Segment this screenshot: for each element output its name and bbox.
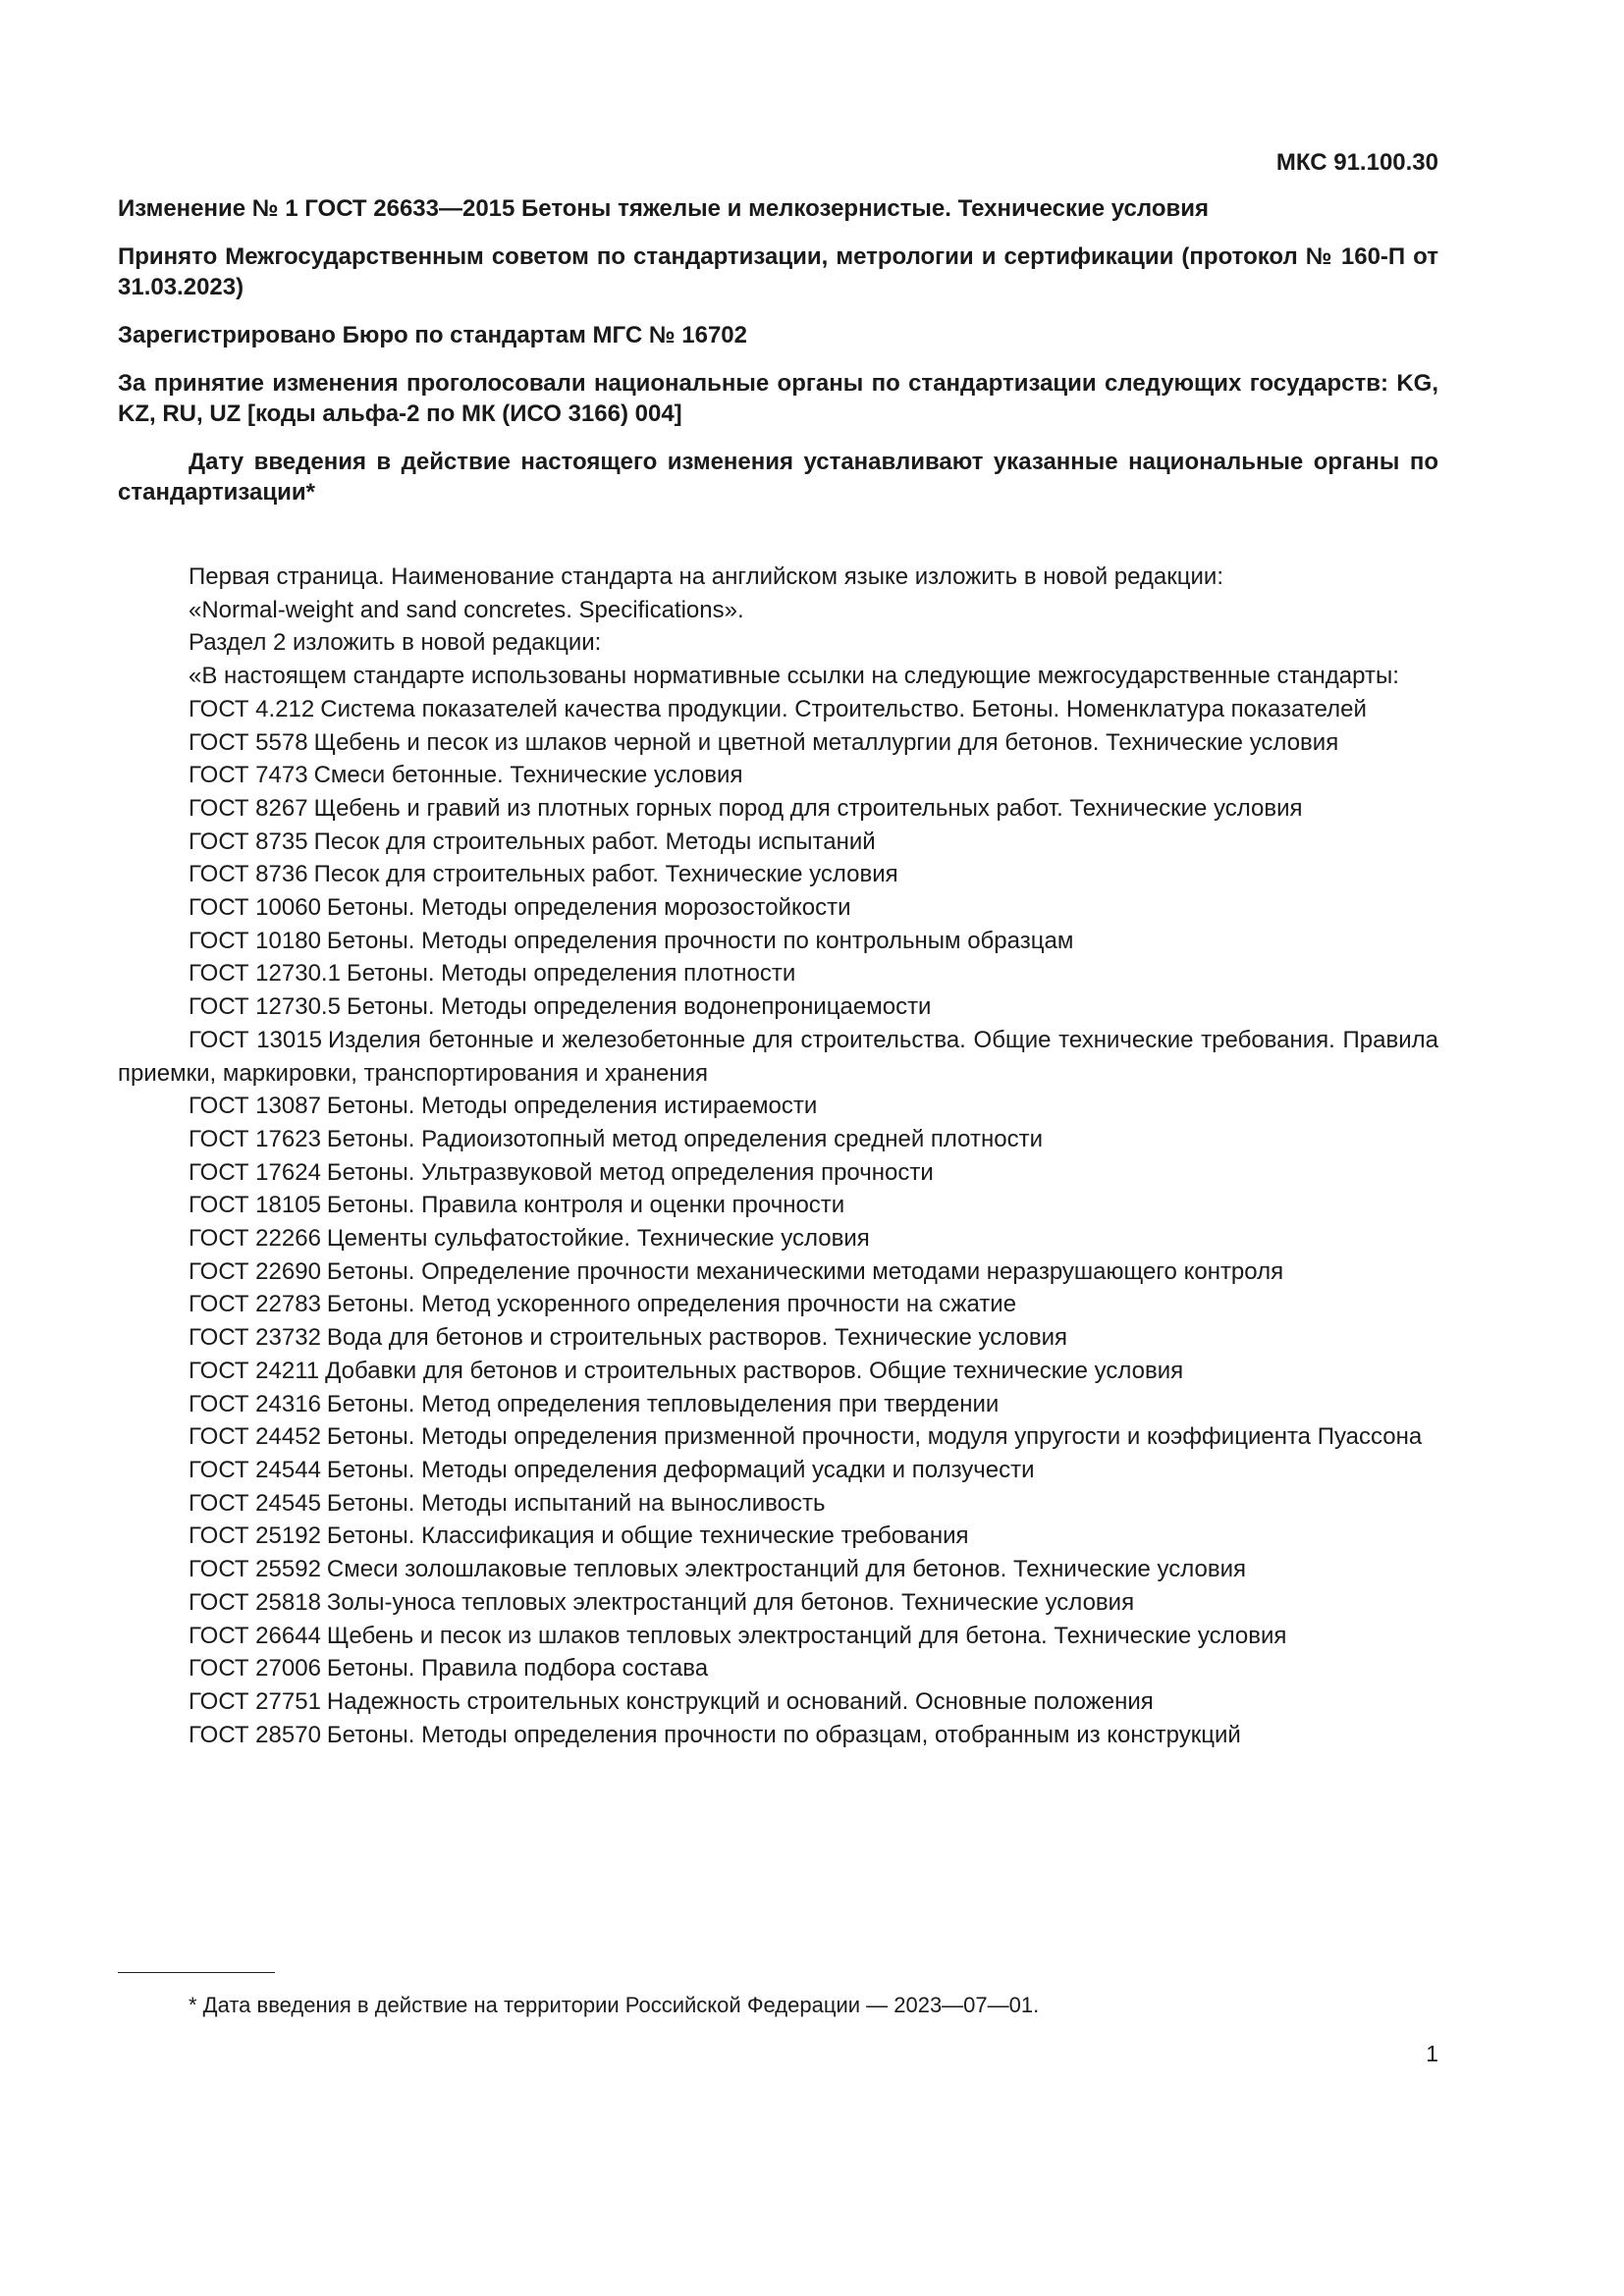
reference-title: Вода для бетонов и строительных растворов. Технические условия — [326, 1324, 1068, 1352]
reference-code: ГОСТ 8267 — [189, 794, 308, 822]
reference-code: ГОСТ 27751 — [189, 1687, 321, 1715]
reference-title: Бетоны. Определение прочности механическими методами неразрушающего контроля — [326, 1257, 1284, 1285]
reference-title: Щебень и гравий из плотных горных пород для строительных работ. Технические условия — [313, 794, 1303, 822]
reference-title: Добавки для бетонов и строительных растворов. Общие технические условия — [325, 1357, 1184, 1384]
reference-item — [118, 1156, 1438, 1190]
reference-title: Щебень и песок из шлаков тепловых электростанций для бетона. Технические условия — [326, 1622, 1287, 1649]
reference-item — [118, 1222, 1438, 1255]
reference-code: ГОСТ 22690 — [189, 1257, 321, 1285]
reference-item — [118, 1123, 1438, 1156]
reference-title: Бетоны. Метод ускоренного определения прочности на сжатие — [326, 1291, 1017, 1318]
reference-title: Бетоны. Ультразвуковой метод определения прочности — [326, 1158, 934, 1186]
reference-code: ГОСТ 24452 — [189, 1423, 321, 1451]
reference-code: ГОСТ 13087 — [189, 1093, 321, 1120]
reference-item — [118, 1420, 1438, 1454]
reference-item — [118, 1652, 1438, 1685]
reference-item — [118, 1355, 1438, 1388]
reference-code: ГОСТ 23732 — [189, 1324, 321, 1352]
reference-item — [118, 990, 1438, 1024]
reference-title: Надежность строительных конструкций и оснований. Основные положения — [326, 1687, 1154, 1715]
reference-code: ГОСТ 25192 — [189, 1522, 321, 1550]
reference-title: Изделия бетонные и железобетонные для строительства. Общие технические требования. Правила приемки, маркировки, транспортирования и хранения — [118, 1026, 1438, 1087]
reference-title: Бетоны. Методы определения призменной прочности, модуля упругости и коэффициента Пуассона — [326, 1423, 1423, 1451]
reference-title: Бетоны. Методы определения морозостойкости — [326, 894, 851, 922]
reference-code: ГОСТ 13015 — [189, 1026, 322, 1053]
reference-item — [118, 726, 1438, 760]
reference-item — [118, 1487, 1438, 1521]
reference-title: Система показателей качества продукции. Строительство. Бетоны. Номенклатура показателей — [320, 695, 1367, 722]
paragraph: «Normal-weight and sand concretes. Specifications». — [189, 596, 744, 623]
reference-item — [118, 1090, 1438, 1123]
reference-code: ГОСТ 24544 — [189, 1456, 321, 1483]
document-body — [118, 561, 1438, 1751]
reference-item — [118, 957, 1438, 990]
reference-title: Бетоны. Радиоизотопный метод определения средней плотности — [326, 1125, 1043, 1152]
paragraph: Первая страница. Наименование стандарта на английском языке изложить в новой редакции: — [189, 563, 1224, 590]
reference-code: ГОСТ 28570 — [189, 1721, 321, 1748]
reference-code: ГОСТ 8736 — [189, 861, 308, 888]
registration-statement: Зарегистрировано Бюро по стандартам МГС № 16702 — [118, 322, 747, 348]
reference-title: Бетоны. Классификация и общие технические требования — [326, 1522, 969, 1550]
reference-code: ГОСТ 17624 — [189, 1158, 321, 1186]
footnote: * Дата введения в действие на территории Российской Федерации — 2023—07—01. — [189, 1993, 1040, 2017]
reference-item — [118, 1189, 1438, 1222]
paragraph: «В настоящем стандарте использованы нормативные ссылки на следующие межгосударственные стандарты: — [189, 663, 1399, 690]
reference-title: Песок для строительных работ. Технические условия — [313, 861, 898, 888]
reference-code: ГОСТ 7473 — [189, 762, 308, 789]
reference-title: Бетоны. Правила подбора состава — [326, 1655, 709, 1682]
reference-code: ГОСТ 22783 — [189, 1291, 321, 1318]
reference-code: ГОСТ 10180 — [189, 927, 321, 954]
reference-item — [118, 693, 1438, 726]
reference-item — [118, 1620, 1438, 1653]
reference-item — [118, 858, 1438, 891]
reference-title: Цементы сульфатостойкие. Технические условия — [326, 1225, 870, 1253]
reference-code: ГОСТ 12730.5 — [189, 993, 341, 1021]
reference-code: ГОСТ 10060 — [189, 894, 321, 922]
reference-title: Смеси бетонные. Технические условия — [313, 762, 743, 789]
reference-item — [118, 1520, 1438, 1553]
amendment-title: Изменение № 1 ГОСТ 26633—2015 Бетоны тяжелые и мелкозернистые. Технические условия — [118, 195, 1209, 222]
reference-code: ГОСТ 22266 — [189, 1225, 321, 1253]
reference-title: Бетоны. Методы определения прочности по образцам, отобранным из конструкций — [326, 1721, 1241, 1748]
reference-item — [118, 759, 1438, 792]
reference-code: ГОСТ 24316 — [189, 1390, 321, 1417]
reference-item — [118, 1454, 1438, 1487]
reference-item — [118, 1685, 1438, 1719]
reference-title: Бетоны. Методы определения плотности — [346, 960, 796, 988]
reference-title: Бетоны. Методы определения водонепроницаемости — [346, 993, 932, 1021]
reference-item — [118, 891, 1438, 925]
reference-code: ГОСТ 12730.1 — [189, 960, 341, 988]
reference-item — [118, 1388, 1438, 1421]
reference-code: ГОСТ 25818 — [189, 1588, 321, 1616]
page-number: 1 — [1426, 2041, 1438, 2066]
reference-code: ГОСТ 25592 — [189, 1556, 321, 1583]
reference-item — [118, 1024, 1438, 1090]
reference-code: ГОСТ 18105 — [189, 1192, 321, 1219]
reference-code: ГОСТ 24211 — [189, 1357, 320, 1384]
reference-item — [118, 1255, 1438, 1289]
voting-statement: За принятие изменения проголосовали национальные органы по стандартизации следующих государств: KG, KZ, RU, UZ [коды альфа-2 по МК (ИСО 3166) 004] — [118, 370, 1438, 427]
reference-code: ГОСТ 4.212 — [189, 695, 315, 722]
effective-date-statement: Дату введения в действие настоящего изменения устанавливают указанные национальные органы по стандартизации* — [118, 449, 1438, 506]
reference-title: Золы-уноса тепловых электростанций для бетонов. Технические условия — [326, 1588, 1135, 1616]
reference-title: Смеси золошлаковые тепловых электростанций для бетонов. Технические условия — [326, 1556, 1247, 1583]
reference-title: Песок для строительных работ. Методы испытаний — [313, 828, 876, 855]
reference-item — [118, 1288, 1438, 1321]
references-list — [118, 693, 1438, 1752]
reference-item — [118, 1719, 1438, 1752]
reference-code: ГОСТ 8735 — [189, 828, 308, 855]
reference-title: Бетоны. Правила контроля и оценки прочности — [326, 1192, 845, 1219]
adopted-statement: Принято Межгосударственным советом по стандартизации, метрологии и сертификации (протокол № 160-П от 31.03.2023) — [118, 243, 1438, 300]
reference-code: ГОСТ 5578 — [189, 728, 308, 756]
reference-title: Бетоны. Методы определения деформаций усадки и ползучести — [326, 1456, 1035, 1483]
reference-title: Бетоны. Метод определения тепловыделения при твердении — [326, 1390, 1000, 1417]
mks-code: МКС 91.100.30 — [1275, 149, 1438, 176]
reference-item — [118, 925, 1438, 958]
reference-item — [118, 1553, 1438, 1586]
reference-title: Бетоны. Методы определения истираемости — [326, 1093, 818, 1120]
reference-item — [118, 826, 1438, 859]
reference-code: ГОСТ 26644 — [189, 1622, 321, 1649]
reference-title: Бетоны. Методы определения прочности по контрольным образцам — [326, 927, 1074, 954]
reference-code: ГОСТ 27006 — [189, 1655, 321, 1682]
reference-item — [118, 792, 1438, 826]
reference-code: ГОСТ 17623 — [189, 1125, 321, 1152]
reference-code: ГОСТ 24545 — [189, 1489, 321, 1517]
footnote-divider — [118, 1972, 275, 1973]
reference-title: Бетоны. Методы испытаний на выносливость — [326, 1489, 826, 1517]
reference-title: Щебень и песок из шлаков черной и цветной металлургии для бетонов. Технические условия — [313, 728, 1339, 756]
reference-item — [118, 1586, 1438, 1620]
reference-item — [118, 1321, 1438, 1355]
paragraph: Раздел 2 изложить в новой редакции: — [189, 629, 602, 657]
